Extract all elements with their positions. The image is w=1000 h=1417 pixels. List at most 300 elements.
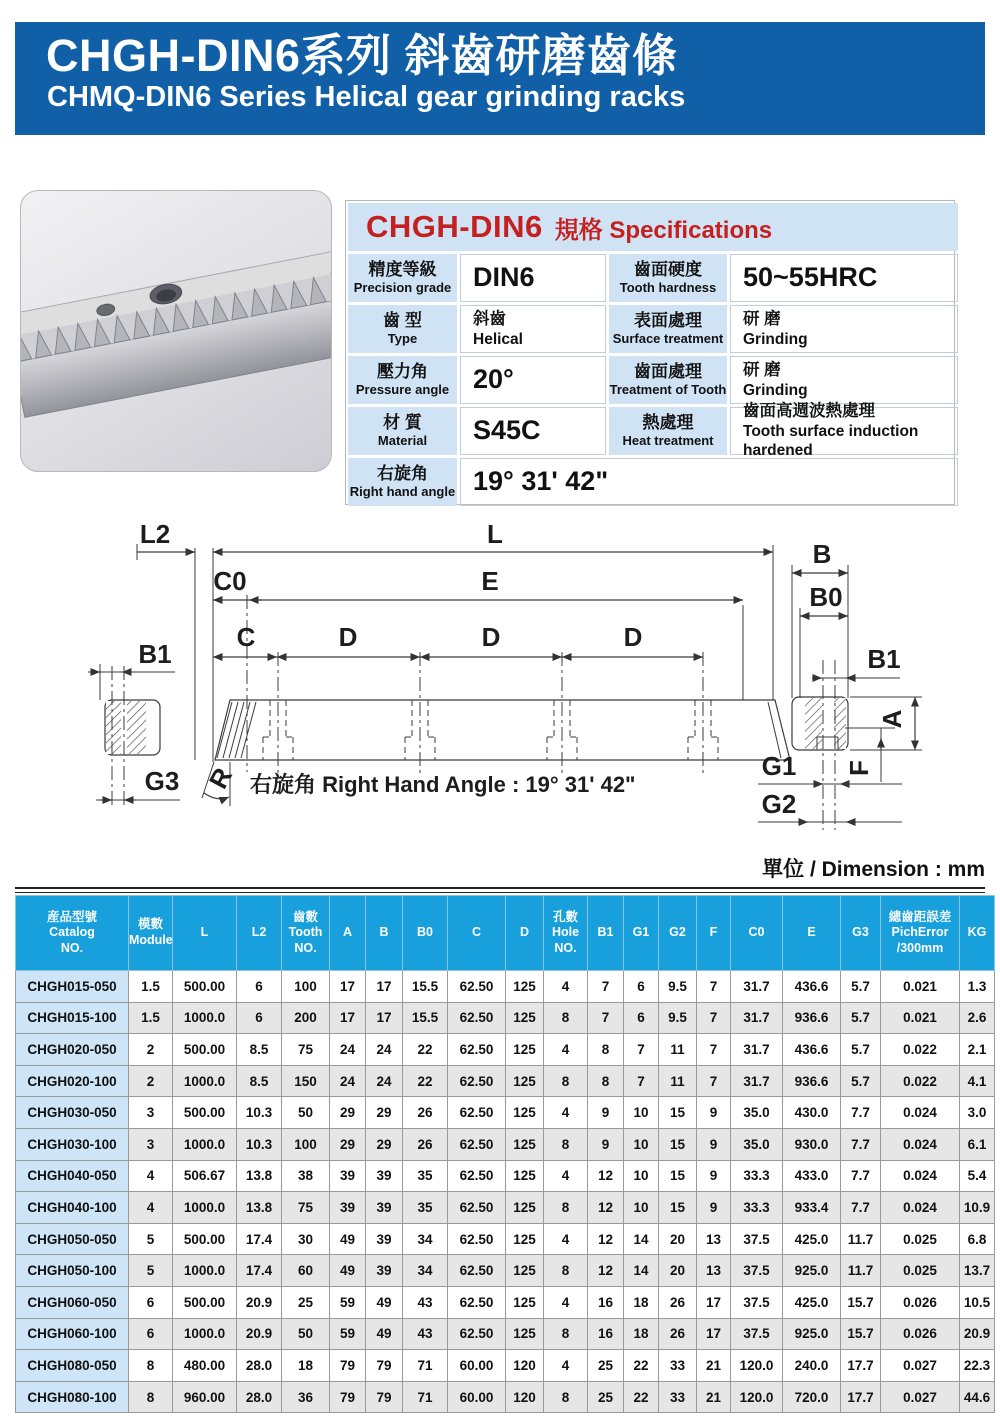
value-cell: 17: [697, 1286, 731, 1318]
value-cell: 31.7: [731, 1065, 783, 1097]
value-cell: 1000.0: [173, 1192, 237, 1224]
value-cell: 5: [129, 1223, 173, 1255]
spec-value-pressure-angle: 20°: [460, 356, 606, 404]
catalog-cell: CHGH030-050: [16, 1097, 129, 1129]
value-cell: 10.3: [237, 1128, 282, 1160]
value-cell: 62.50: [448, 1160, 506, 1192]
value-cell: 4: [544, 1223, 588, 1255]
value-cell: 12: [588, 1255, 624, 1287]
value-cell: 79: [330, 1381, 366, 1413]
value-cell: 15.5: [403, 1002, 448, 1034]
value-cell: 0.024: [881, 1097, 960, 1129]
value-cell: 10: [624, 1097, 659, 1129]
value-cell: 39: [366, 1160, 403, 1192]
column-header: B: [366, 896, 403, 971]
dim-label-g1: G1: [761, 751, 797, 781]
dim-label-g3: G3: [144, 766, 180, 796]
value-cell: 10.9: [960, 1192, 995, 1224]
value-cell: 125: [506, 1034, 544, 1066]
value-cell: 8: [129, 1350, 173, 1382]
value-cell: 26: [659, 1318, 697, 1350]
value-cell: 17.4: [237, 1255, 282, 1287]
value-cell: 3: [129, 1128, 173, 1160]
value-cell: 0.022: [881, 1034, 960, 1066]
value-cell: 5.4: [960, 1160, 995, 1192]
value-cell: 7: [624, 1065, 659, 1097]
value-cell: 6: [129, 1286, 173, 1318]
spec-title: [348, 203, 958, 251]
value-cell: 62.50: [448, 1286, 506, 1318]
catalog-cell: CHGH015-100: [16, 1002, 129, 1034]
value-cell: 50: [282, 1318, 330, 1350]
value-cell: 4: [544, 1350, 588, 1382]
value-cell: 24: [366, 1034, 403, 1066]
value-cell: 8: [544, 1128, 588, 1160]
dim-label-l2: L2: [139, 519, 171, 549]
value-cell: 12: [588, 1192, 624, 1224]
value-cell: 125: [506, 1286, 544, 1318]
column-header: 齒數 Tooth NO.: [282, 896, 330, 971]
spec-value-surface-treatment: 研 磨 Grinding: [730, 305, 958, 353]
value-cell: 20.9: [960, 1318, 995, 1350]
value-cell: 6.8: [960, 1223, 995, 1255]
value-cell: 11: [659, 1065, 697, 1097]
value-cell: 13.8: [237, 1192, 282, 1224]
right-hand-angle-note: 右旋角 Right Hand Angle : 19° 31' 42": [250, 772, 636, 797]
value-cell: 35: [403, 1192, 448, 1224]
value-cell: 33.3: [731, 1160, 783, 1192]
value-cell: 37.5: [731, 1223, 783, 1255]
spec-title-suffix: 規格 Specifications: [554, 216, 773, 244]
value-cell: 17.4: [237, 1223, 282, 1255]
column-header: C: [448, 896, 506, 971]
value-cell: 29: [366, 1097, 403, 1129]
column-header: G2: [659, 896, 697, 971]
value-cell: 6: [624, 1002, 659, 1034]
value-cell: 120.0: [731, 1381, 783, 1413]
page-banner: [15, 22, 985, 135]
value-cell: 39: [330, 1160, 366, 1192]
catalog-cell: CHGH080-100: [16, 1381, 129, 1413]
value-cell: 0.027: [881, 1381, 960, 1413]
table-row: [16, 1286, 995, 1318]
value-cell: 125: [506, 1318, 544, 1350]
spec-label-treatment-of-tooth: 齒面處理 Treatment of Tooth: [609, 356, 727, 404]
value-cell: 8: [588, 1065, 624, 1097]
value-cell: 125: [506, 1097, 544, 1129]
value-cell: 125: [506, 1223, 544, 1255]
value-cell: 0.021: [881, 971, 960, 1003]
value-cell: 125: [506, 1255, 544, 1287]
spec-label-right-hand-angle: 右旋角 Right hand angle: [348, 458, 457, 506]
value-cell: 17: [330, 1002, 366, 1034]
table-row: [16, 1350, 995, 1382]
value-cell: 933.4: [783, 1192, 841, 1224]
value-cell: 8: [588, 1034, 624, 1066]
column-header: KG: [960, 896, 995, 971]
catalog-cell: CHGH050-100: [16, 1255, 129, 1287]
value-cell: 15.7: [841, 1286, 881, 1318]
value-cell: 200: [282, 1002, 330, 1034]
catalog-cell: CHGH030-100: [16, 1128, 129, 1160]
value-cell: 5.7: [841, 1065, 881, 1097]
value-cell: 13: [697, 1223, 731, 1255]
spec-label-heat-treatment: 熱處理 Heat treatment: [609, 407, 727, 455]
value-cell: 5: [129, 1255, 173, 1287]
value-cell: 925.0: [783, 1255, 841, 1287]
value-cell: 62.50: [448, 1223, 506, 1255]
value-cell: 5.7: [841, 1034, 881, 1066]
value-cell: 37.5: [731, 1286, 783, 1318]
value-cell: 35: [403, 1160, 448, 1192]
column-header: 總齒距誤差 PichError /300mm: [881, 896, 960, 971]
value-cell: 34: [403, 1255, 448, 1287]
catalog-cell: CHGH015-050: [16, 971, 129, 1003]
value-cell: 62.50: [448, 1318, 506, 1350]
value-cell: 26: [403, 1128, 448, 1160]
dim-label-f: F: [844, 760, 874, 776]
value-cell: 15: [659, 1160, 697, 1192]
value-cell: 0.026: [881, 1286, 960, 1318]
value-cell: 3: [129, 1097, 173, 1129]
value-cell: 8: [544, 1065, 588, 1097]
value-cell: 62.50: [448, 1192, 506, 1224]
value-cell: 17.7: [841, 1381, 881, 1413]
page-subtitle: CHMQ-DIN6 Series Helical gear grinding racks: [47, 80, 686, 113]
value-cell: 3.0: [960, 1097, 995, 1129]
value-cell: 20.9: [237, 1286, 282, 1318]
value-cell: 925.0: [783, 1318, 841, 1350]
value-cell: 16: [588, 1318, 624, 1350]
value-cell: 17: [330, 971, 366, 1003]
value-cell: 33.3: [731, 1192, 783, 1224]
value-cell: 500.00: [173, 1286, 237, 1318]
value-cell: 120: [506, 1381, 544, 1413]
dim-label-d2: D: [481, 622, 501, 652]
dim-label-c: C: [236, 622, 256, 652]
value-cell: 25: [588, 1350, 624, 1382]
value-cell: 6: [237, 971, 282, 1003]
value-cell: 50: [282, 1097, 330, 1129]
catalog-cell: CHGH050-050: [16, 1223, 129, 1255]
spec-label-material: 材 質 Material: [348, 407, 457, 455]
value-cell: 21: [697, 1350, 731, 1382]
catalog-cell: CHGH020-100: [16, 1065, 129, 1097]
value-cell: 4: [544, 1034, 588, 1066]
value-cell: 150: [282, 1065, 330, 1097]
value-cell: 720.0: [783, 1381, 841, 1413]
page-title: CHGH-DIN6系列 斜齒研磨齒條: [46, 30, 678, 81]
value-cell: 35.0: [731, 1128, 783, 1160]
column-header: G3: [841, 896, 881, 971]
value-cell: 18: [624, 1286, 659, 1318]
value-cell: 22: [624, 1381, 659, 1413]
value-cell: 36: [282, 1381, 330, 1413]
value-cell: 71: [403, 1381, 448, 1413]
catalog-cell: CHGH040-100: [16, 1192, 129, 1224]
value-cell: 28.0: [237, 1350, 282, 1382]
value-cell: 20: [659, 1255, 697, 1287]
value-cell: 18: [282, 1350, 330, 1382]
value-cell: 125: [506, 1065, 544, 1097]
table-row: [16, 971, 995, 1003]
value-cell: 936.6: [783, 1002, 841, 1034]
catalog-cell: CHGH020-050: [16, 1034, 129, 1066]
table-row: [16, 1002, 995, 1034]
value-cell: 0.021: [881, 1002, 960, 1034]
value-cell: 0.024: [881, 1192, 960, 1224]
value-cell: 480.00: [173, 1350, 237, 1382]
value-cell: 49: [366, 1318, 403, 1350]
value-cell: 71: [403, 1350, 448, 1382]
catalog-cell: CHGH040-050: [16, 1160, 129, 1192]
value-cell: 25: [282, 1286, 330, 1318]
value-cell: 75: [282, 1034, 330, 1066]
value-cell: 100: [282, 971, 330, 1003]
value-cell: 1000.0: [173, 1318, 237, 1350]
value-cell: 13.8: [237, 1160, 282, 1192]
value-cell: 44.6: [960, 1381, 995, 1413]
value-cell: 6: [129, 1318, 173, 1350]
value-cell: 39: [366, 1223, 403, 1255]
value-cell: 39: [366, 1255, 403, 1287]
value-cell: 9: [697, 1097, 731, 1129]
value-cell: 49: [330, 1255, 366, 1287]
value-cell: 29: [330, 1097, 366, 1129]
spec-table: [345, 200, 955, 505]
value-cell: 17.7: [841, 1350, 881, 1382]
value-cell: 9: [697, 1160, 731, 1192]
spec-value-right-hand-angle: 19° 31' 42": [460, 458, 958, 506]
dim-label-b1-left: B1: [138, 639, 172, 669]
column-header: 模數 Module: [129, 896, 173, 971]
value-cell: 0.026: [881, 1318, 960, 1350]
column-header: B0: [403, 896, 448, 971]
value-cell: 39: [366, 1192, 403, 1224]
value-cell: 16: [588, 1286, 624, 1318]
value-cell: 936.6: [783, 1065, 841, 1097]
value-cell: 60.00: [448, 1350, 506, 1382]
value-cell: 25: [588, 1381, 624, 1413]
value-cell: 62.50: [448, 1002, 506, 1034]
value-cell: 7.7: [841, 1097, 881, 1129]
column-header: 産品型號 Catalog NO.: [16, 896, 129, 971]
value-cell: 0.027: [881, 1350, 960, 1382]
table-row: [16, 1381, 995, 1413]
table-row: [16, 1255, 995, 1287]
value-cell: 8.5: [237, 1034, 282, 1066]
table-row: [16, 1065, 995, 1097]
value-cell: 0.024: [881, 1160, 960, 1192]
dim-label-c0: C0: [213, 566, 247, 596]
value-cell: 28.0: [237, 1381, 282, 1413]
rack-data-table-wrapper: [15, 895, 991, 1413]
gear-rack-illustration: [21, 191, 331, 471]
table-row: [16, 1318, 995, 1350]
value-cell: 26: [403, 1097, 448, 1129]
table-row: [16, 1223, 995, 1255]
spec-value-precision-grade: DIN6: [460, 254, 606, 302]
value-cell: 500.00: [173, 1034, 237, 1066]
value-cell: 1000.0: [173, 1065, 237, 1097]
value-cell: 60.00: [448, 1381, 506, 1413]
value-cell: 7: [588, 1002, 624, 1034]
dim-label-a: A: [877, 709, 907, 729]
value-cell: 79: [366, 1350, 403, 1382]
value-cell: 21: [697, 1381, 731, 1413]
catalog-cell: CHGH060-100: [16, 1318, 129, 1350]
value-cell: 18: [624, 1318, 659, 1350]
value-cell: 0.025: [881, 1255, 960, 1287]
value-cell: 49: [330, 1223, 366, 1255]
column-header: B1: [588, 896, 624, 971]
value-cell: 17: [366, 1002, 403, 1034]
value-cell: 433.0: [783, 1160, 841, 1192]
value-cell: 62.50: [448, 1255, 506, 1287]
value-cell: 59: [330, 1318, 366, 1350]
value-cell: 79: [366, 1381, 403, 1413]
value-cell: 100: [282, 1128, 330, 1160]
value-cell: 31.7: [731, 1002, 783, 1034]
value-cell: 8: [129, 1381, 173, 1413]
column-header: A: [330, 896, 366, 971]
value-cell: 0.025: [881, 1223, 960, 1255]
value-cell: 930.0: [783, 1128, 841, 1160]
dim-label-r: R: [202, 762, 239, 794]
value-cell: 500.00: [173, 1223, 237, 1255]
value-cell: 11: [659, 1034, 697, 1066]
catalog-cell: CHGH060-050: [16, 1286, 129, 1318]
value-cell: 8: [544, 1255, 588, 1287]
value-cell: 4: [544, 971, 588, 1003]
value-cell: 5.7: [841, 1002, 881, 1034]
value-cell: 7.7: [841, 1128, 881, 1160]
value-cell: 425.0: [783, 1223, 841, 1255]
value-cell: 6: [237, 1002, 282, 1034]
dim-label-e: E: [481, 566, 499, 596]
value-cell: 33: [659, 1381, 697, 1413]
value-cell: 7: [624, 1034, 659, 1066]
product-photo: [20, 190, 332, 472]
unit-note: 單位 / Dimension : mm: [762, 858, 985, 881]
value-cell: 35.0: [731, 1097, 783, 1129]
value-cell: 7: [588, 971, 624, 1003]
value-cell: 62.50: [448, 971, 506, 1003]
value-cell: 120.0: [731, 1350, 783, 1382]
value-cell: 10.5: [960, 1286, 995, 1318]
value-cell: 436.6: [783, 1034, 841, 1066]
value-cell: 8: [544, 1002, 588, 1034]
value-cell: 30: [282, 1223, 330, 1255]
spec-label-tooth-hardness: 齒面硬度 Tooth hardness: [609, 254, 727, 302]
rack-table-body: [16, 971, 995, 1413]
value-cell: 9: [588, 1097, 624, 1129]
value-cell: 10.3: [237, 1097, 282, 1129]
spec-label-pressure-angle: 壓力角 Pressure angle: [348, 356, 457, 404]
value-cell: 425.0: [783, 1286, 841, 1318]
value-cell: 1000.0: [173, 1255, 237, 1287]
column-header: E: [783, 896, 841, 971]
value-cell: 10: [624, 1160, 659, 1192]
value-cell: 4: [129, 1160, 173, 1192]
value-cell: 500.00: [173, 1097, 237, 1129]
value-cell: 75: [282, 1192, 330, 1224]
spec-value-material: S45C: [460, 407, 606, 455]
value-cell: 37.5: [731, 1255, 783, 1287]
value-cell: 37.5: [731, 1318, 783, 1350]
value-cell: 125: [506, 971, 544, 1003]
spec-value-treatment-of-tooth: 研 磨 Grinding: [730, 356, 958, 404]
value-cell: 125: [506, 1128, 544, 1160]
value-cell: 14: [624, 1255, 659, 1287]
value-cell: 9: [697, 1128, 731, 1160]
value-cell: 8: [544, 1192, 588, 1224]
value-cell: 14: [624, 1223, 659, 1255]
value-cell: 6.1: [960, 1128, 995, 1160]
spec-value-heat-treatment: 齒面高週波熱處理 Tooth surface induction hardened: [730, 407, 958, 455]
value-cell: 62.50: [448, 1097, 506, 1129]
value-cell: 9: [697, 1192, 731, 1224]
value-cell: 22: [624, 1350, 659, 1382]
value-cell: 22: [403, 1065, 448, 1097]
table-row: [16, 1192, 995, 1224]
value-cell: 1.3: [960, 971, 995, 1003]
column-header: D: [506, 896, 544, 971]
value-cell: 26: [659, 1286, 697, 1318]
value-cell: 12: [588, 1223, 624, 1255]
value-cell: 0.022: [881, 1065, 960, 1097]
dimension-diagram: [15, 515, 985, 845]
value-cell: 8: [544, 1381, 588, 1413]
spec-value-tooth-hardness: 50~55HRC: [730, 254, 958, 302]
value-cell: 10: [624, 1192, 659, 1224]
value-cell: 62.50: [448, 1034, 506, 1066]
value-cell: 12: [588, 1160, 624, 1192]
dimension-drawing: [15, 515, 985, 845]
value-cell: 9.5: [659, 1002, 697, 1034]
table-row: [16, 1034, 995, 1066]
value-cell: 79: [330, 1350, 366, 1382]
column-header: F: [697, 896, 731, 971]
column-header: C0: [731, 896, 783, 971]
value-cell: 15.5: [403, 971, 448, 1003]
value-cell: 11.7: [841, 1255, 881, 1287]
value-cell: 7.7: [841, 1160, 881, 1192]
dim-label-g2: G2: [761, 789, 797, 819]
value-cell: 9.5: [659, 971, 697, 1003]
value-cell: 0.024: [881, 1128, 960, 1160]
column-header: L: [173, 896, 237, 971]
value-cell: 31.7: [731, 971, 783, 1003]
value-cell: 17: [697, 1318, 731, 1350]
dim-label-b: B: [812, 539, 832, 569]
value-cell: 2: [129, 1034, 173, 1066]
value-cell: 7: [697, 1002, 731, 1034]
value-cell: 120: [506, 1350, 544, 1382]
value-cell: 10: [624, 1128, 659, 1160]
value-cell: 436.6: [783, 971, 841, 1003]
value-cell: 7.7: [841, 1192, 881, 1224]
value-cell: 5.7: [841, 971, 881, 1003]
value-cell: 24: [330, 1034, 366, 1066]
value-cell: 1.5: [129, 971, 173, 1003]
catalog-cell: CHGH080-050: [16, 1350, 129, 1382]
value-cell: 2.6: [960, 1002, 995, 1034]
value-cell: 2: [129, 1065, 173, 1097]
value-cell: 22: [403, 1034, 448, 1066]
value-cell: 15.7: [841, 1318, 881, 1350]
value-cell: 17: [366, 971, 403, 1003]
